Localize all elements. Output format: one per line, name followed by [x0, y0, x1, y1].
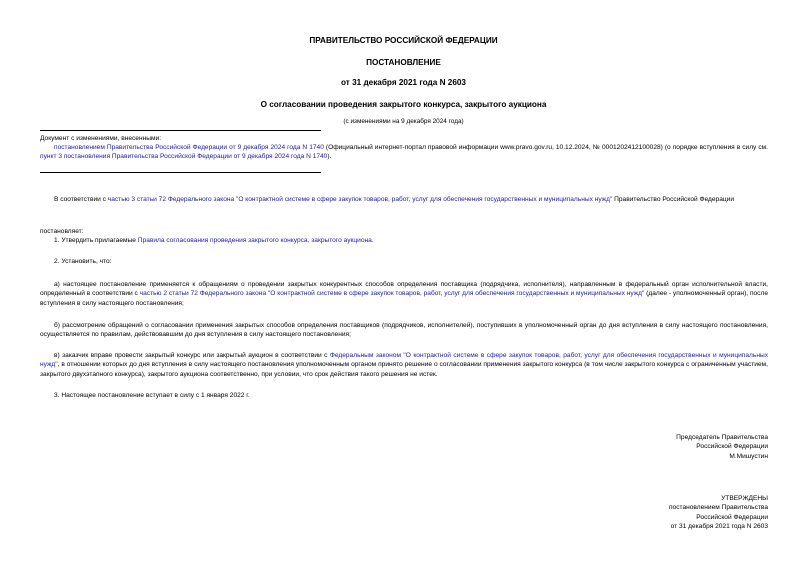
item-1-link-rules[interactable]: Правила согласования проведения закрытого конкурса, закрытого аукциона: [137, 237, 372, 244]
resolves-word: постановляет:: [40, 228, 84, 235]
preamble-paragraph: [40, 195, 768, 204]
changes-text-1: (Официальный интернет-портал правовой информации www.pravo.gov.ru, 10.12.2024, № 0001202412100028) (о порядке вступления в силу см.: [323, 144, 769, 151]
approved-block: [548, 494, 768, 532]
approved-country: Российской Федерации: [696, 513, 768, 521]
signature-name: М.Мишустин: [729, 452, 768, 460]
approved-by: постановлением Правительства: [668, 504, 768, 512]
document-title: О согласовании проведения закрытого конкурса, закрытого аукциона: [260, 100, 547, 109]
signature-block: [548, 433, 768, 461]
signature-position: Председатель Правительства: [676, 434, 768, 441]
changes-bottom-divider: [40, 172, 321, 173]
changes-link-clause-3[interactable]: пункт 3 постановления Правительства Российской Федерации от 9 декабря 2024 года N 1740: [40, 153, 328, 161]
edition-note: (с изменениями на 9 декабря 2024 года): [343, 118, 464, 125]
item-2: 2. Установить, что:: [54, 258, 112, 265]
changes-paragraph: [40, 143, 768, 162]
changes-intro: Документ с изменениями, внесенными:: [40, 135, 162, 142]
item-3: 3. Настоящее постановление вступает в силу с 1 января 2022 г.: [54, 392, 250, 399]
item-b: б) рассмотрение обращений о согласовании применения закрытых способов определения поставщиков (подрядчиков, исполнителей), поступивших в уполномоченный орган до дня вступления в силу настоящего постановления, осуществляется по правилам, действовавшим до дня вступления в силу настоящего постановления;: [40, 322, 768, 339]
signature-country: Российской Федерации: [696, 443, 768, 451]
changes-top-divider: [40, 130, 321, 131]
approved-title: УТВЕРЖДЕНЫ: [721, 495, 768, 502]
item-1: [40, 236, 768, 245]
preamble-text-1: В соответствии с: [54, 196, 108, 203]
item-c-text-2: , в отношении которых до дня вступления в силу настоящего постановления уполномоченным органом принято решение о согласовании применения закрытого конкурса (в том числе закрытого конкурса с ограниченным участием, закрытого двухэтапного конкурса), закрытого аукциона соответственно, при условии, что срок действия такого решения не истек.: [40, 361, 768, 378]
preamble-text-2: Правительство Российской Федерации: [612, 196, 735, 203]
changes-link-decree-1740[interactable]: постановлением Правительства Российской Федерации от 9 декабря 2024 года N 1740: [54, 144, 324, 151]
preamble-link-law-article-72[interactable]: частью 3 статьи 72 Федерального закона "О контрактной системе в сфере закупок товаров, работ, услуг для обеспечения государственных и муниципальных нужд": [107, 196, 613, 203]
item-a-link-law-article-72-part-2[interactable]: частью 2 статьи 72 Федерального закона "О контрактной системе в сфере закупок товаров, работ, услуг для обеспечения государственных и муниципальных нужд": [139, 290, 645, 298]
approved-date-number: от 31 декабря 2021 года N 2603: [670, 523, 768, 531]
item-c-text-1: в) заказчик вправе провести закрытый конкурс или закрытый аукцион в соответствии с: [54, 352, 330, 359]
item-c: [40, 351, 768, 379]
item-c-link-federal-law[interactable]: Федеральным законом "О контрактной системе в сфере закупок товаров, работ, услуг для обеспечения государственных и муниципальных нужд": [40, 352, 769, 369]
item-a: [40, 280, 768, 308]
item-a-text-1: а) настоящее постановление применяется к обращениям о проведении закрытых конкурентных способов определения поставщика (подрядчика, исполнителя), направленным в федеральный орган исполнительной власти, определенный в соответствии с: [40, 281, 768, 298]
item-1-text-2: .: [371, 237, 374, 244]
document-date-number: от 31 декабря 2021 года N 2603: [341, 78, 466, 87]
item-1-text-1: 1. Утвердить прилагаемые: [54, 237, 138, 244]
document-type: ПОСТАНОВЛЕНИЕ: [366, 58, 441, 67]
government-heading: ПРАВИТЕЛЬСТВО РОССИЙСКОЙ ФЕДЕРАЦИИ: [309, 36, 498, 45]
item-a-text-2: (далее - уполномоченный орган), после вступления в силу настоящего постановления;: [40, 290, 768, 307]
changes-text-2: ).: [327, 153, 332, 161]
